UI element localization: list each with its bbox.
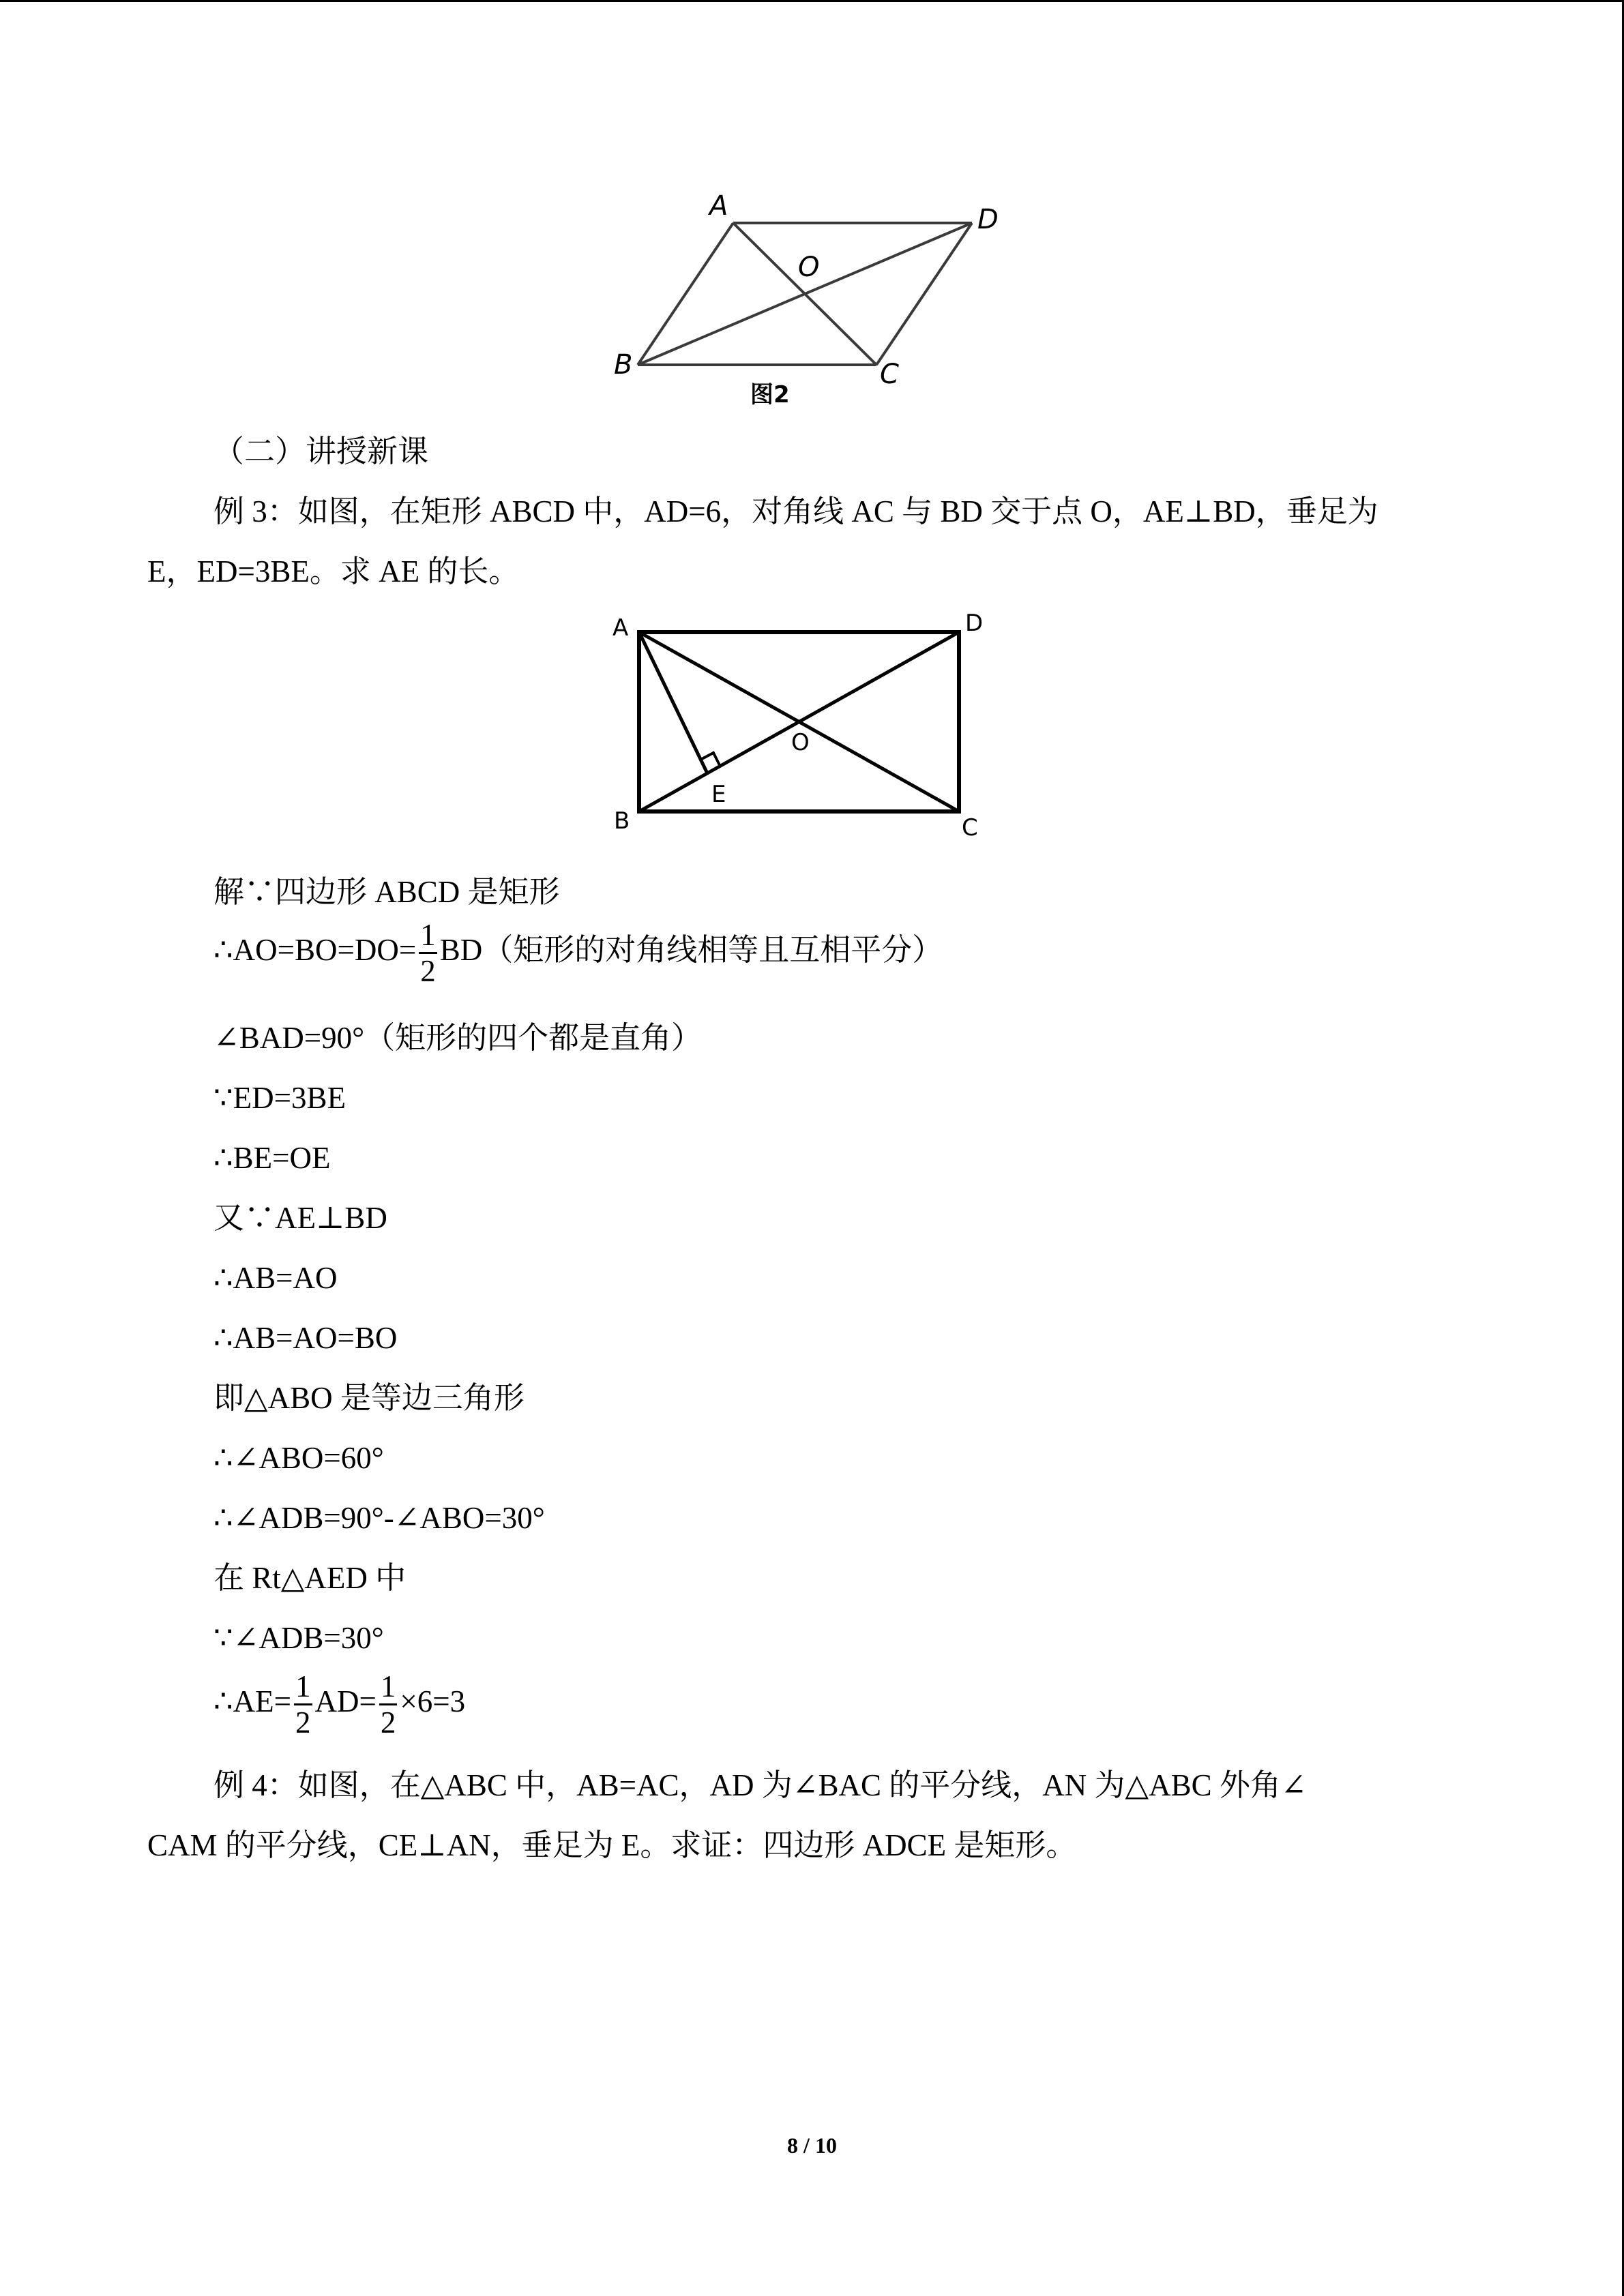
label-a: A [709,191,728,222]
solution-step-12: 在 Rt△AED 中 [213,1561,407,1595]
step2-prefix: ∴AO=BO=DO= [213,933,417,967]
solution-step-11: ∴∠ADB=90°-∠ABO=30° [213,1501,545,1535]
solution-step-4: ∵ED=3BE [213,1081,346,1115]
perpendicular-ae [639,632,707,773]
solution-step-5: ∴BE=OE [213,1141,331,1175]
page-border-top [0,0,1624,2]
solution-step-10: ∴∠ABO=60° [213,1441,384,1475]
fraction-numerator: 1 [294,1669,312,1705]
figure-caption: 图2 [750,381,790,408]
example4-line2: CAM 的平分线，CE⊥AN，垂足为 E。求证：四边形 ADCE 是矩形。 [147,1828,1077,1862]
label-d: D [965,610,984,637]
fraction-one-half [379,1669,398,1740]
solution-step-8: ∴AB=AO=BO [213,1321,398,1355]
label-d: D [977,204,999,235]
label-b: B [614,349,633,381]
page-number: 8 / 10 [787,2133,837,2158]
fraction-one-half [419,918,437,988]
parallelogram-figure [600,191,1023,416]
fraction-one-half [294,1669,312,1740]
fraction-denominator: 2 [380,1705,396,1740]
label-e: E [711,781,726,808]
example3-line1: 例 3：如图，在矩形 ABCD 中，AD=6，对角线 AC 与 BD 交于点 O，AE⊥BD，垂足为 [213,494,1378,528]
step14-middle: AD= [314,1684,377,1718]
solution-step-3: ∠BAD=90°（矩形的四个都是直角） [213,1021,703,1055]
example4-line1: 例 4：如图，在△ABC 中，AB=AC，AD 为∠BAC 的平分线，AN 为△ABC 外角∠ [213,1768,1307,1802]
solution-step-2 [213,912,943,988]
label-o: O [791,729,810,756]
step14-prefix: ∴AE= [213,1684,291,1718]
solution-step-7: ∴AB=AO [213,1261,338,1295]
label-c: C [962,814,978,841]
solution-step-1: 解∵四边形 ABCD 是矩形 [213,875,560,909]
step2-suffix: BD（矩形的对角线相等且互相平分） [439,933,943,967]
step14-suffix: ×6=3 [400,1684,466,1718]
solution-step-13: ∵∠ADB=30° [213,1621,384,1655]
solution-step-14 [213,1664,465,1740]
fraction-denominator: 2 [295,1705,311,1740]
fraction-numerator: 1 [379,1669,398,1705]
label-c: C [880,359,899,390]
diagonal-bd [638,223,972,365]
section-heading: （二）讲授新课 [213,434,429,468]
example3-line2: E，ED=3BE。求 AE 的长。 [147,554,520,588]
fraction-denominator: 2 [420,954,436,989]
label-o: O [798,252,820,283]
label-a: A [612,614,629,642]
label-b: B [614,807,630,835]
rectangle-figure [600,600,996,846]
solution-step-6: 又∵AE⊥BD [213,1201,387,1235]
fraction-numerator: 1 [419,918,437,954]
solution-step-9: 即△ABO 是等边三角形 [213,1381,525,1415]
